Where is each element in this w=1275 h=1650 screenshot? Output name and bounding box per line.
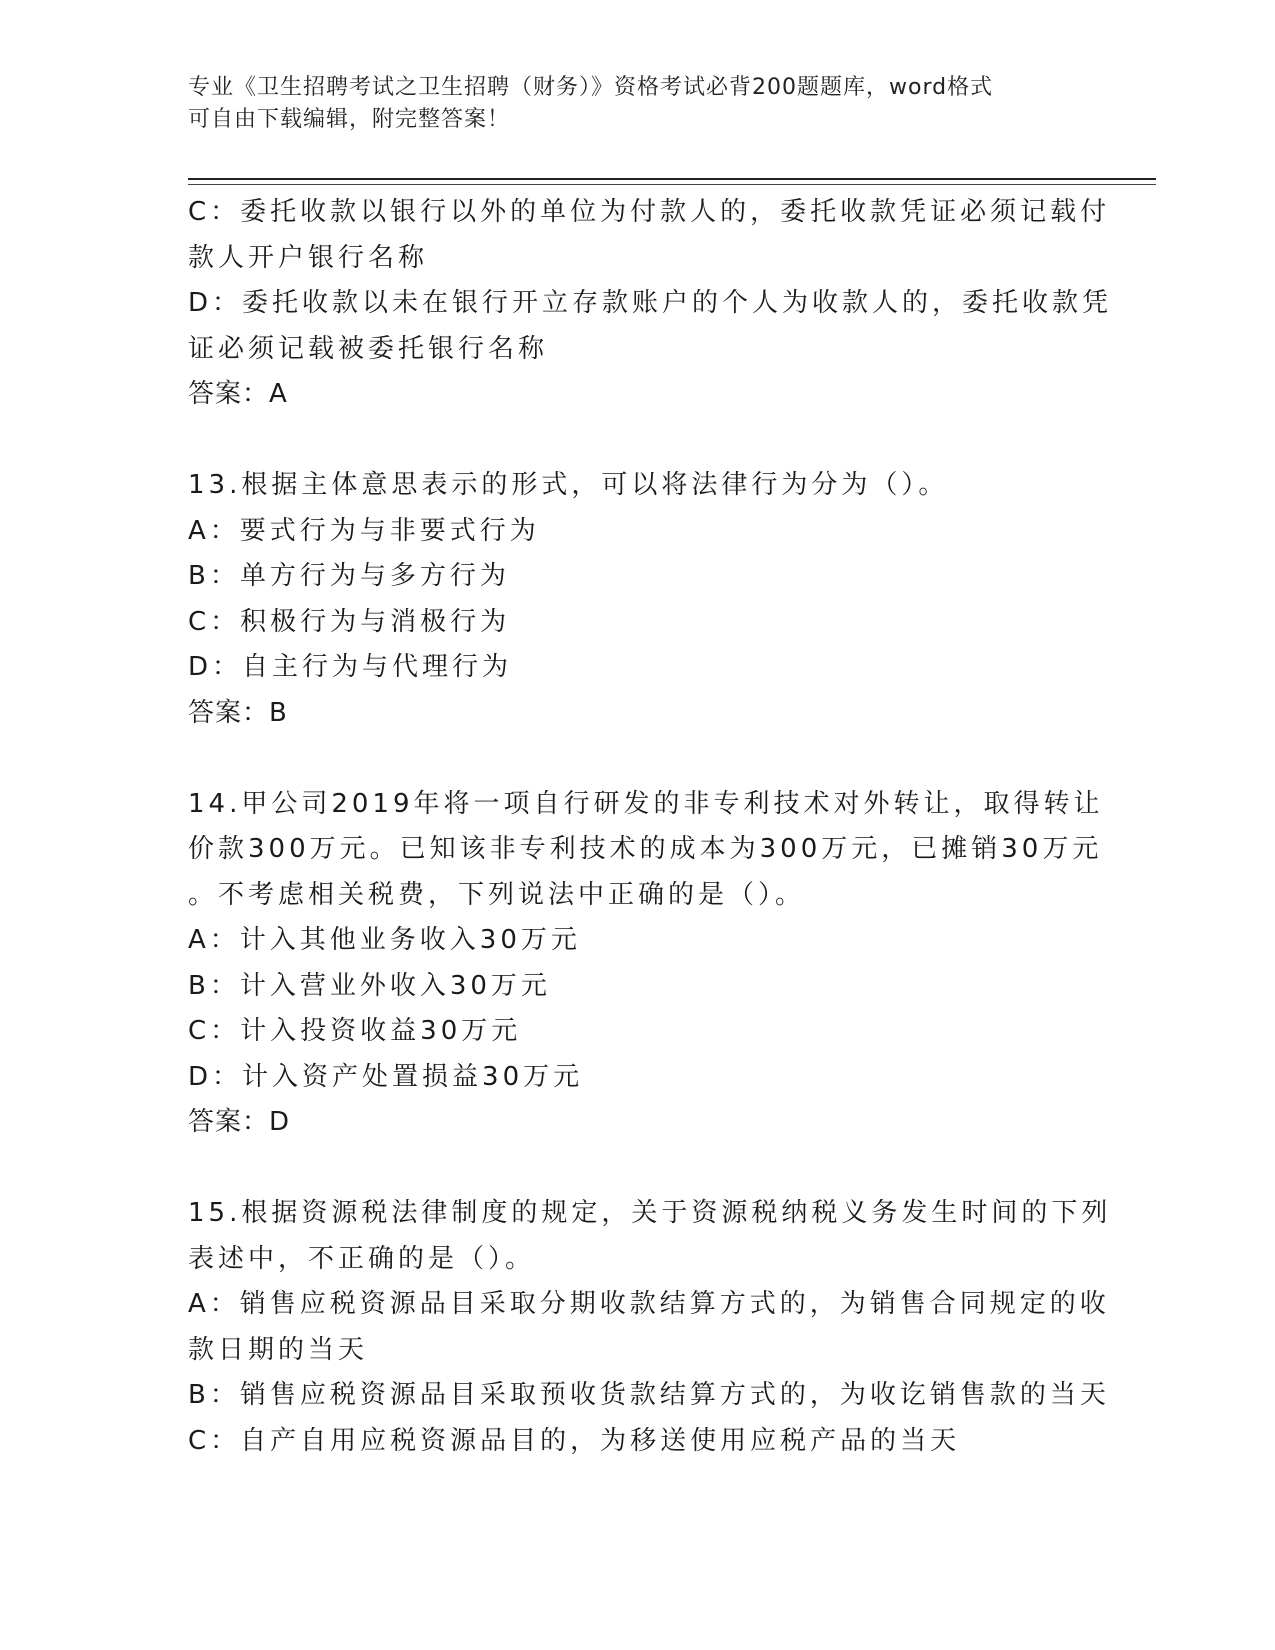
q14-stem-line-3: 。不考虑相关税费，下列说法中正确的是（）。 (188, 879, 806, 910)
q12-option-d-line-2: 证必须记载被委托银行名称 (188, 333, 549, 364)
spacer (188, 1146, 1088, 1192)
q12-option-c-line-2: 款人开户银行名称 (188, 242, 429, 273)
q12-option-d-line-1: D：委托收款以未在银行开立存款账户的个人为收款人的，委托收款凭 (188, 288, 1113, 318)
q14-answer: 答案：D (188, 1107, 291, 1137)
header-line-2: 可自由下载编辑，附完整答案！ (188, 107, 511, 132)
q15-option-b: B：销售应税资源品目采取预收货款结算方式的，为收讫销售款的当天 (188, 1380, 1110, 1410)
q14-option-d: D：计入资产处置损益30万元 (188, 1061, 584, 1092)
q15-stem-line-1: 15.根据资源税法律制度的规定，关于资源税纳税义务发生时间的下列 (188, 1198, 1112, 1228)
q14-option-a: A：计入其他业务收入30万元 (188, 925, 581, 955)
question-13 (188, 463, 1088, 736)
q15-stem-line-2: 表述中，不正确的是（）。 (188, 1243, 536, 1274)
q14-option-b: B：计入营业外收入30万元 (188, 970, 551, 1001)
spacer (188, 736, 1088, 782)
q12-option-c-line-1: C：委托收款以银行以外的单位为付款人的，委托收款凭证必须记载付 (188, 197, 1111, 227)
question-content (188, 190, 1113, 1464)
q15-option-a-line-2: 款日期的当天 (188, 1334, 369, 1365)
question-12 (188, 190, 1113, 418)
page-header (188, 72, 1088, 136)
q13-option-a: A：要式行为与非要式行为 (188, 515, 540, 546)
header-rule-thin (188, 184, 1156, 185)
header-line-1: 专业《卫生招聘考试之卫生招聘（财务）》资格考试必背200题题库，word格式 (188, 75, 994, 100)
q13-option-c: C：积极行为与消极行为 (188, 606, 511, 637)
q15-option-c: C：自产自用应税资源品目的，为移送使用应税产品的当天 (188, 1425, 961, 1456)
question-14 (188, 782, 1104, 1146)
q13-option-d: D：自主行为与代理行为 (188, 652, 513, 682)
spacer (188, 418, 1088, 464)
q12-answer: 答案：A (188, 379, 288, 409)
question-15 (188, 1191, 1112, 1464)
q14-stem-line-2: 价款300万元。已知该非专利技术的成本为300万元，已摊销30万元 (188, 834, 1103, 864)
header-rule-thick (188, 178, 1156, 180)
q13-stem: 13.根据主体意思表示的形式，可以将法律行为分为（）。 (188, 470, 949, 500)
q13-answer: 答案：B (188, 697, 288, 728)
q13-option-b: B：单方行为与多方行为 (188, 561, 510, 591)
q14-option-c: C：计入投资收益30万元 (188, 1016, 522, 1046)
q14-stem-line-1: 14.甲公司2019年将一项自行研发的非专利技术对外转让，取得转让 (188, 788, 1104, 819)
q15-option-a-line-1: A：销售应税资源品目采取分期收款结算方式的，为销售合同规定的收 (188, 1289, 1110, 1319)
